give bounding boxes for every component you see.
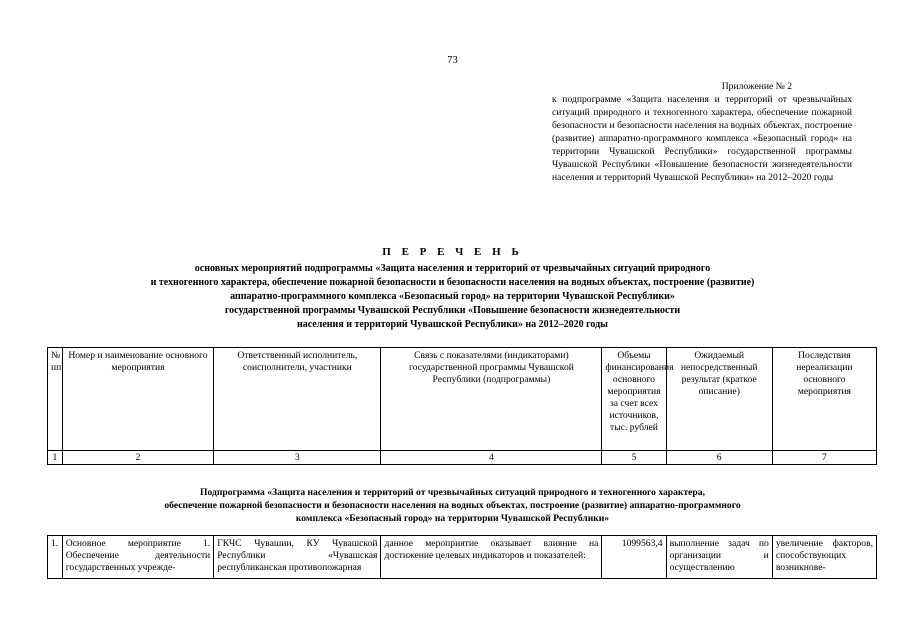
header-cell-volume: Объемы финансирования основного мероприятия за счет всех источников, тыс. рублей [602,348,666,451]
header-row [48,348,877,451]
header-cell-executor: Ответственный исполнитель, соисполнители, участники [214,348,381,451]
column-number-row [48,451,877,465]
column-number: 7 [772,451,876,465]
subtitle-line: основных мероприятий подпрограммы «Защита населения и территорий от чрезвычайных ситуаций природного [194,263,711,274]
column-number: 6 [666,451,772,465]
column-number: 1 [48,451,63,465]
section-line: обеспечение пожарной безопасности и безопасности населения на водных объектах, построение (развитие) аппаратно-программного [164,500,741,511]
column-number: 4 [381,451,602,465]
document-title: П Е Р Е Ч Е Н Ь [382,246,523,258]
appendix-title: Приложение № 2 [721,81,792,92]
table-row [48,536,877,579]
column-number: 2 [62,451,213,465]
row-name: Основное мероприятие 1. Обеспечение деятельности государственных учрежде- [62,536,213,579]
row-link: данное мероприятие оказывает влияние на достижение целевых индикаторов и показателей: [381,536,602,579]
header-cell-num: № пп [48,348,63,451]
column-number: 3 [214,451,381,465]
section-line: комплекса «Безопасный город» на территории Чувашской Республики» [295,513,610,524]
appendix-text: к подпрограмме «Защита населения и территорий от чрезвычайных ситуаций природного и техногенного характера, обеспечение пожарной безопасности и безопасности населения на водных объектах, построение (развитие) аппаратно-программного комплекса «Безопасный город» на территории Чувашской Республики» государственной программы Чувашской Республики «Повышение безопасности жизнедеятельности населения и территорий Чувашской Республики» на 2012–2020 годы [552,94,852,183]
table-header [47,347,877,465]
row-executor: ГКЧС Чувашии, КУ Чувашской Республики «Чувашская республиканская противопожарная [214,536,381,579]
header-cell-consequence: Последствия нереализации основного мероприятия [772,348,876,451]
header-cell-link: Связь с показателями (индикаторами) государственной программы Чувашской Республики (подпрограммы) [381,348,602,451]
section-title [100,486,805,525]
row-num: 1. [48,536,63,579]
appendix-block [552,80,852,184]
column-number: 5 [602,451,666,465]
row-consequence: увеличение факторов, способствующих возникнове- [772,536,876,579]
header-cell-name: Номер и наименование основного мероприятия [62,348,213,451]
subtitle-line: и техногенного характера, обеспечение пожарной безопасности и безопасности населения на водных объектах, построение (развитие) [150,277,755,288]
row-volume: 1099563,4 [602,536,666,579]
subtitle-line: государственной программы Чувашской Республики «Повышение безопасности жизнедеятельности [224,305,681,316]
row-result: выполнение задач по организации и осуществлению [666,536,772,579]
page-number: 73 [447,55,458,66]
document-subtitle [60,262,845,332]
section-line: Подпрограмма «Защита населения и территорий от чрезвычайных ситуаций природного и техногенного характера, [200,487,705,498]
table-body [47,535,877,579]
subtitle-line: населения и территорий Чувашской Республики» на 2012–2020 годы [296,319,608,330]
header-cell-result: Ожидаемый непосредственный результат (краткое описание) [666,348,772,451]
subtitle-line: аппаратно-программного комплекса «Безопасный город» на территории Чувашской Республики» [230,291,675,302]
